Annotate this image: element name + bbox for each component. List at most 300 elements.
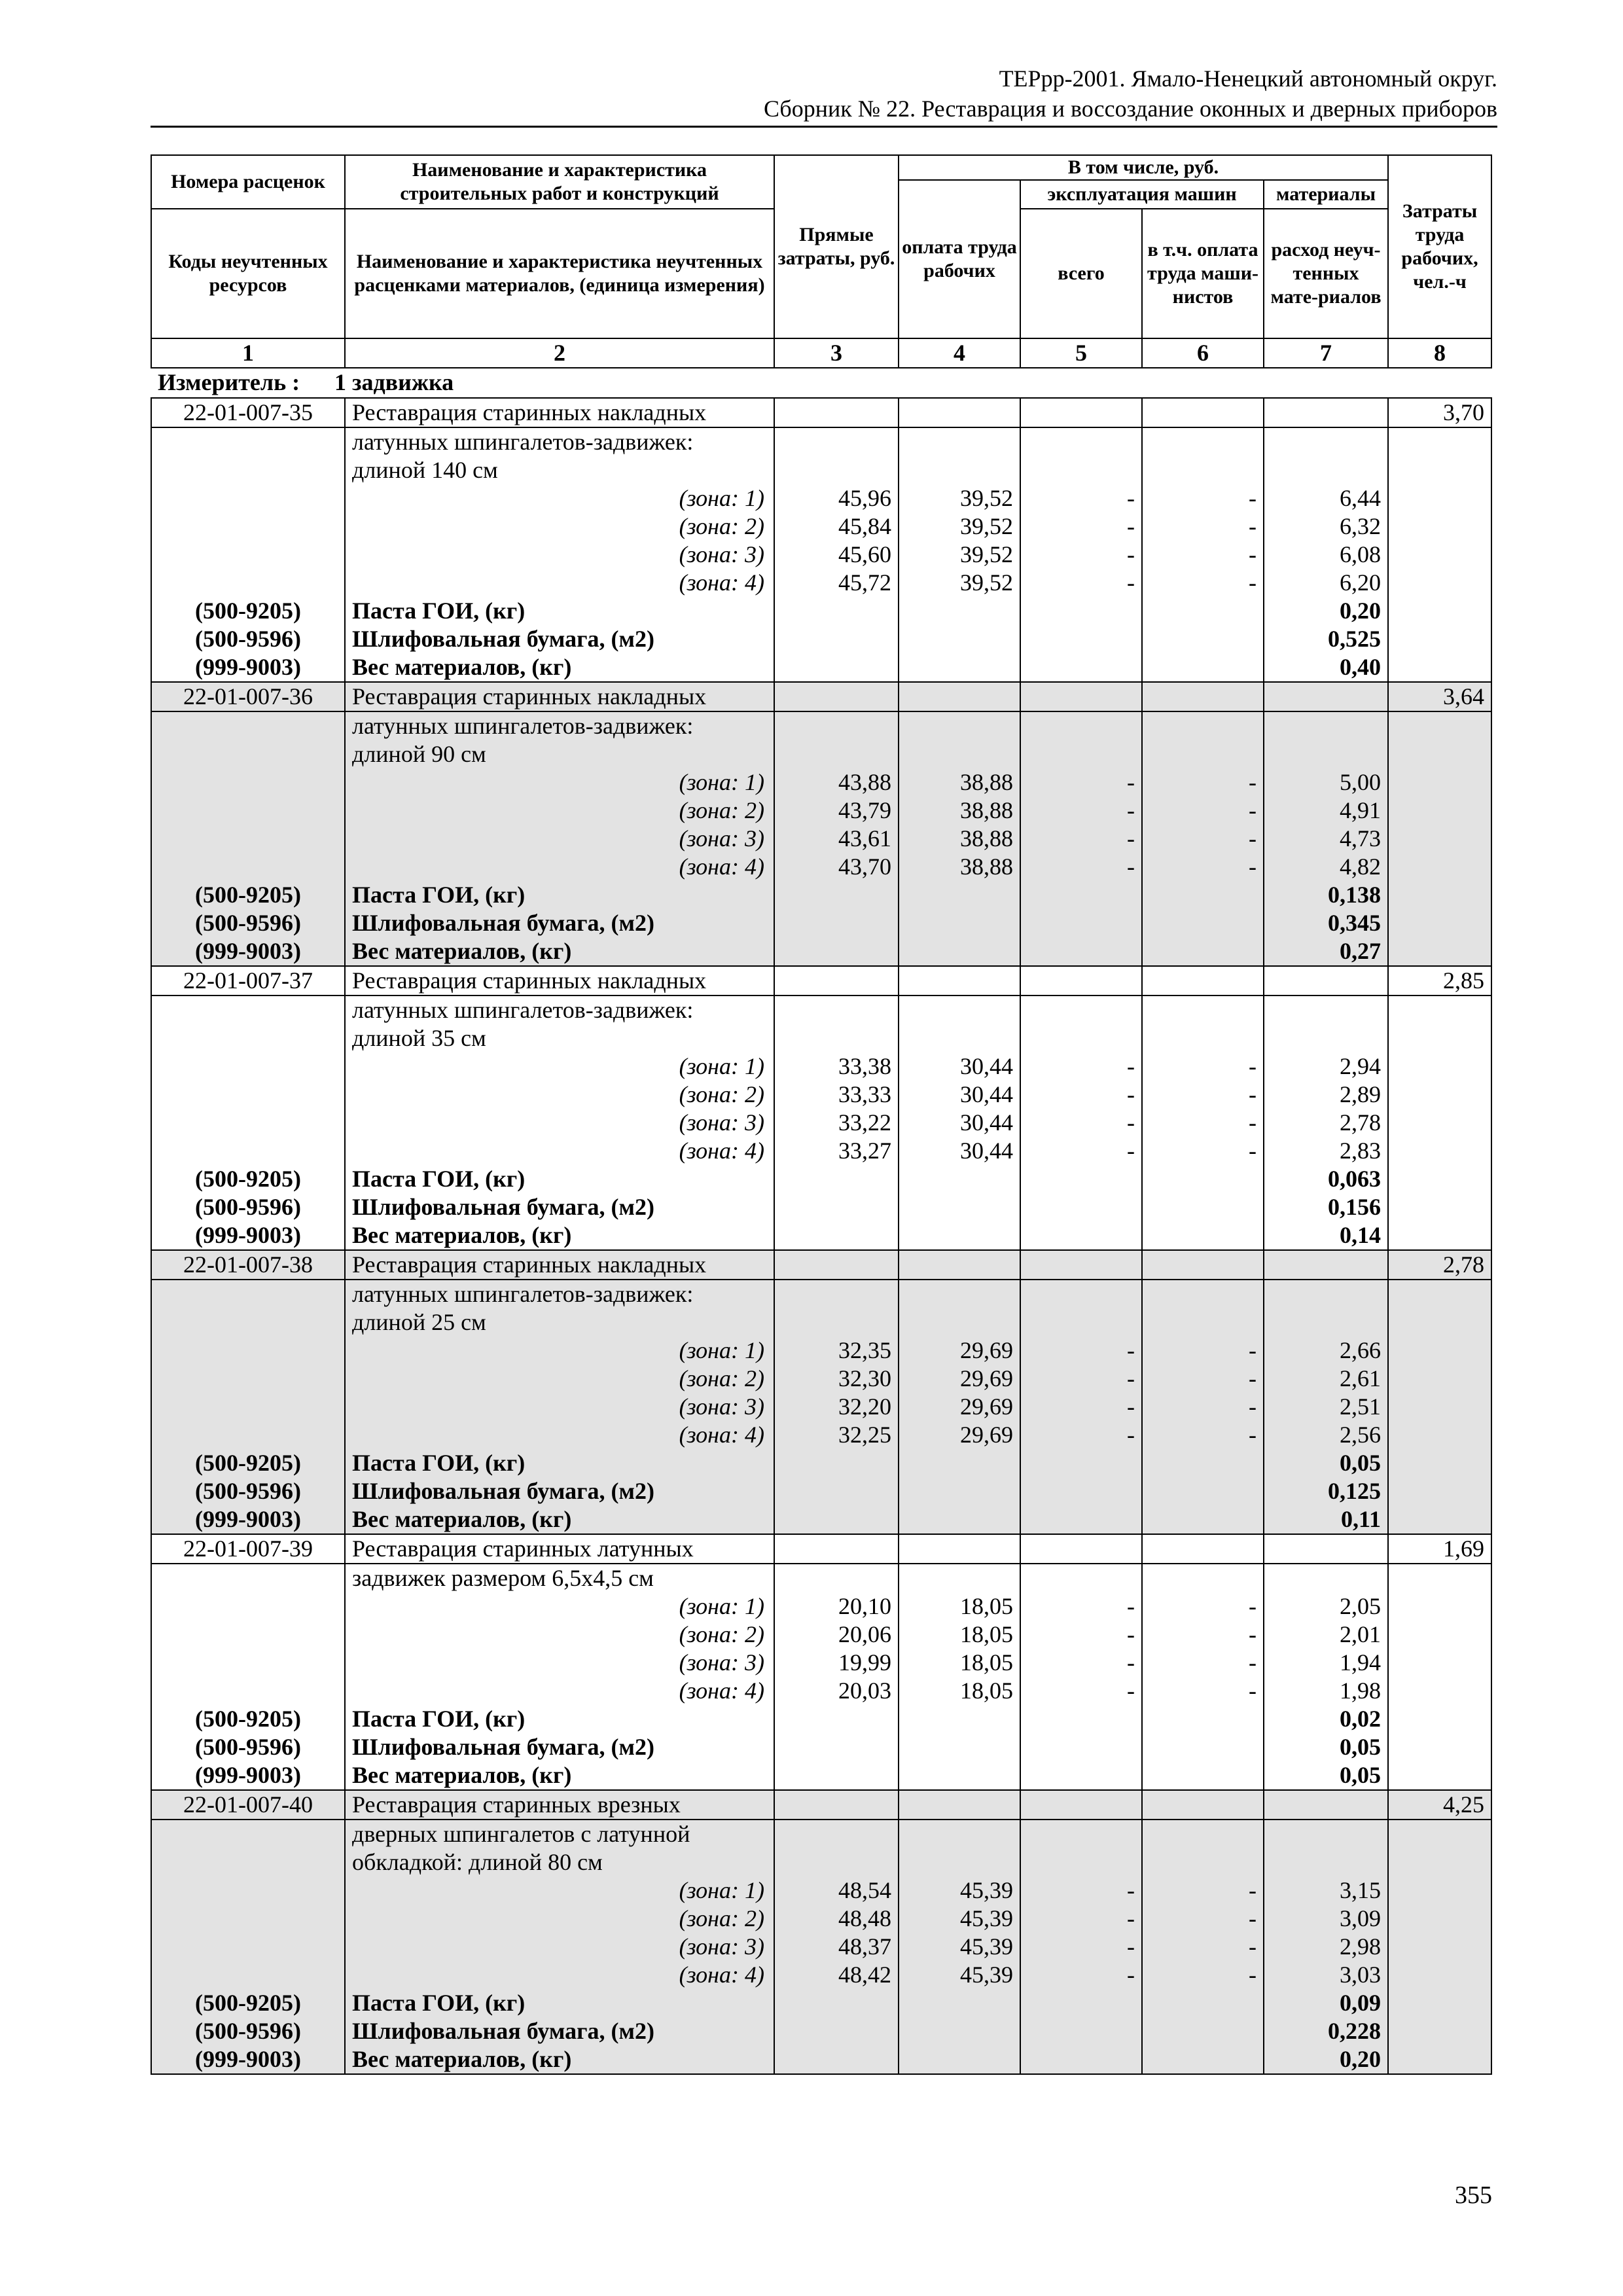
machine-total: - bbox=[1020, 1052, 1142, 1081]
table-cell bbox=[1142, 625, 1264, 653]
direct-cost: 33,33 bbox=[774, 1081, 899, 1109]
header-rule bbox=[151, 126, 1497, 128]
material-row bbox=[151, 1505, 1491, 1534]
table-cell bbox=[1388, 825, 1491, 853]
rate-description-row bbox=[151, 1250, 1491, 1280]
material-qty: 0,09 bbox=[1264, 1989, 1388, 2017]
table-cell bbox=[899, 740, 1020, 768]
machine-total: - bbox=[1020, 541, 1142, 569]
table-cell bbox=[1020, 2017, 1142, 2045]
measure-value: 1 задвижка bbox=[334, 369, 454, 395]
table-cell bbox=[1020, 456, 1142, 484]
table-cell bbox=[899, 597, 1020, 625]
col-number: 2 bbox=[345, 338, 774, 368]
table-cell bbox=[774, 1564, 899, 1592]
rate-description-row bbox=[151, 996, 1491, 1024]
table-cell bbox=[1142, 2045, 1264, 2074]
table-cell bbox=[151, 1677, 345, 1705]
table-cell bbox=[151, 768, 345, 797]
table-cell bbox=[774, 1193, 899, 1221]
machine-total: - bbox=[1020, 1677, 1142, 1705]
material-qty: 0,156 bbox=[1264, 1193, 1388, 1221]
table-cell bbox=[899, 1477, 1020, 1505]
resource-code: (500-9596) bbox=[151, 625, 345, 653]
worker-pay: 45,39 bbox=[899, 1905, 1020, 1933]
table-cell bbox=[899, 1790, 1020, 1820]
table-cell bbox=[151, 1137, 345, 1165]
rate-description: Реставрация старинных накладных bbox=[345, 966, 774, 996]
table-cell bbox=[1142, 1564, 1264, 1592]
zone-row bbox=[151, 1336, 1491, 1365]
table-cell bbox=[1388, 1477, 1491, 1505]
rate-code: 22-01-007-38 bbox=[151, 1250, 345, 1280]
material-row bbox=[151, 1165, 1491, 1193]
table-cell bbox=[1388, 1280, 1491, 1308]
table-cell bbox=[899, 1564, 1020, 1592]
worker-pay: 38,88 bbox=[899, 768, 1020, 797]
table-cell bbox=[1388, 1221, 1491, 1250]
table-cell bbox=[1388, 1024, 1491, 1052]
machine-total: - bbox=[1020, 825, 1142, 853]
machinist-pay: - bbox=[1142, 569, 1264, 597]
direct-cost: 45,96 bbox=[774, 484, 899, 512]
material-row bbox=[151, 1733, 1491, 1761]
col-including: В том числе, руб. bbox=[899, 155, 1388, 180]
table-cell bbox=[151, 1336, 345, 1365]
machine-total: - bbox=[1020, 569, 1142, 597]
machine-total: - bbox=[1020, 1961, 1142, 1989]
table-cell bbox=[151, 1280, 345, 1308]
material-name: Паста ГОИ, (кг) bbox=[345, 1449, 774, 1477]
rate-description: Реставрация старинных накладных bbox=[345, 1250, 774, 1280]
rate-description-row bbox=[151, 1790, 1491, 1820]
material-row bbox=[151, 2017, 1491, 2045]
material-row bbox=[151, 909, 1491, 937]
material-cost: 3,03 bbox=[1264, 1961, 1388, 1989]
material-name: Шлифовальная бумага, (м2) bbox=[345, 1733, 774, 1761]
table-cell bbox=[774, 881, 899, 909]
rate-description: латунных шпингалетов-задвижек: bbox=[345, 1280, 774, 1308]
table-cell bbox=[151, 1649, 345, 1677]
zone-label: (зона: 3) bbox=[345, 1933, 774, 1961]
table-cell bbox=[1020, 653, 1142, 682]
table-cell bbox=[774, 996, 899, 1024]
table-cell bbox=[1142, 937, 1264, 966]
resource-code: (500-9205) bbox=[151, 881, 345, 909]
table-cell bbox=[1142, 1505, 1264, 1534]
table-cell bbox=[151, 1421, 345, 1449]
table-cell bbox=[1142, 1848, 1264, 1876]
worker-pay: 29,69 bbox=[899, 1336, 1020, 1365]
worker-pay: 30,44 bbox=[899, 1052, 1020, 1081]
table-cell bbox=[899, 1761, 1020, 1790]
table-cell bbox=[151, 569, 345, 597]
table-cell bbox=[899, 881, 1020, 909]
table-cell bbox=[1388, 1421, 1491, 1449]
table-cell bbox=[151, 996, 345, 1024]
material-row bbox=[151, 625, 1491, 653]
table-cell bbox=[1142, 1477, 1264, 1505]
direct-cost: 32,25 bbox=[774, 1421, 899, 1449]
rate-description: Реставрация старинных латунных bbox=[345, 1534, 774, 1564]
material-cost: 4,82 bbox=[1264, 853, 1388, 881]
material-qty: 0,063 bbox=[1264, 1165, 1388, 1193]
table-cell bbox=[1020, 1193, 1142, 1221]
zone-row bbox=[151, 1393, 1491, 1421]
table-cell bbox=[1388, 1564, 1491, 1592]
material-cost: 2,94 bbox=[1264, 1052, 1388, 1081]
table-cell bbox=[1020, 1477, 1142, 1505]
table-cell bbox=[774, 1820, 899, 1848]
table-cell bbox=[899, 966, 1020, 996]
labor-cost: 2,85 bbox=[1388, 966, 1491, 996]
machinist-pay: - bbox=[1142, 1393, 1264, 1421]
table-cell bbox=[151, 797, 345, 825]
table-cell bbox=[1142, 1308, 1264, 1336]
table-cell bbox=[1142, 1250, 1264, 1280]
worker-pay: 38,88 bbox=[899, 825, 1020, 853]
table-cell bbox=[1388, 996, 1491, 1024]
table-cell bbox=[774, 398, 899, 427]
material-row bbox=[151, 1761, 1491, 1790]
zone-label: (зона: 2) bbox=[345, 1905, 774, 1933]
resource-code: (500-9596) bbox=[151, 1193, 345, 1221]
table-cell bbox=[899, 1705, 1020, 1733]
material-name: Паста ГОИ, (кг) bbox=[345, 881, 774, 909]
table-cell bbox=[774, 1761, 899, 1790]
table-cell bbox=[899, 1449, 1020, 1477]
rate-description: обкладкой: длиной 80 см bbox=[345, 1848, 774, 1876]
table-cell bbox=[774, 1250, 899, 1280]
material-cost: 2,61 bbox=[1264, 1365, 1388, 1393]
table-cell bbox=[1142, 398, 1264, 427]
material-qty: 0,27 bbox=[1264, 937, 1388, 966]
zone-row bbox=[151, 1137, 1491, 1165]
table-cell bbox=[1020, 427, 1142, 456]
table-cell bbox=[899, 1024, 1020, 1052]
machine-total: - bbox=[1020, 768, 1142, 797]
material-name: Вес материалов, (кг) bbox=[345, 1505, 774, 1534]
worker-pay: 45,39 bbox=[899, 1876, 1020, 1905]
document-header-line1: ТЕРрр-2001. Ямало-Ненецкий автономный округ. bbox=[999, 65, 1497, 92]
table-cell bbox=[151, 456, 345, 484]
rate-description-row bbox=[151, 966, 1491, 996]
machinist-pay: - bbox=[1142, 1109, 1264, 1137]
table-cell bbox=[1264, 966, 1388, 996]
table-cell bbox=[899, 711, 1020, 740]
table-cell bbox=[151, 1592, 345, 1621]
direct-cost: 43,70 bbox=[774, 853, 899, 881]
table-cell bbox=[899, 427, 1020, 456]
material-name: Паста ГОИ, (кг) bbox=[345, 1705, 774, 1733]
worker-pay: 18,05 bbox=[899, 1677, 1020, 1705]
zone-row bbox=[151, 541, 1491, 569]
col-material-usage: расход неуч-тенных мате-риалов bbox=[1264, 209, 1388, 338]
col-rate-numbers: Номера расценок bbox=[151, 155, 345, 209]
table-cell bbox=[151, 1024, 345, 1052]
table-cell bbox=[1388, 1592, 1491, 1621]
material-qty: 0,11 bbox=[1264, 1505, 1388, 1534]
table-cell bbox=[151, 740, 345, 768]
worker-pay: 30,44 bbox=[899, 1081, 1020, 1109]
table-cell bbox=[899, 1193, 1020, 1221]
table-cell bbox=[1142, 1820, 1264, 1848]
rate-description-row bbox=[151, 1308, 1491, 1336]
table-cell bbox=[1388, 427, 1491, 456]
worker-pay: 38,88 bbox=[899, 797, 1020, 825]
table-cell bbox=[899, 1820, 1020, 1848]
table-cell bbox=[899, 1280, 1020, 1308]
table-cell bbox=[1142, 1534, 1264, 1564]
worker-pay: 18,05 bbox=[899, 1621, 1020, 1649]
zone-label: (зона: 2) bbox=[345, 797, 774, 825]
table-cell bbox=[774, 1848, 899, 1876]
table-cell bbox=[1388, 1081, 1491, 1109]
table-cell bbox=[1142, 1221, 1264, 1250]
table-cell bbox=[899, 909, 1020, 937]
table-cell bbox=[1142, 909, 1264, 937]
table-cell bbox=[774, 1449, 899, 1477]
rate-code: 22-01-007-36 bbox=[151, 682, 345, 711]
machine-total: - bbox=[1020, 1109, 1142, 1137]
table-cell bbox=[1020, 1280, 1142, 1308]
resource-code: (999-9003) bbox=[151, 1761, 345, 1790]
table-cell bbox=[1264, 398, 1388, 427]
rate-description-row bbox=[151, 740, 1491, 768]
table-cell bbox=[1020, 711, 1142, 740]
material-cost: 4,91 bbox=[1264, 797, 1388, 825]
col-number: 3 bbox=[774, 338, 899, 368]
table-cell bbox=[1388, 569, 1491, 597]
material-name: Шлифовальная бумага, (м2) bbox=[345, 909, 774, 937]
direct-cost: 20,06 bbox=[774, 1621, 899, 1649]
table-cell bbox=[151, 427, 345, 456]
material-name: Шлифовальная бумага, (м2) bbox=[345, 1193, 774, 1221]
table-cell bbox=[1020, 1989, 1142, 2017]
table-cell bbox=[151, 1820, 345, 1848]
machinist-pay: - bbox=[1142, 853, 1264, 881]
col-material-name: Наименование и характеристика неучтенных расценками материалов, (единица измерения) bbox=[345, 209, 774, 338]
material-name: Паста ГОИ, (кг) bbox=[345, 1165, 774, 1193]
col-worker-pay: оплата труда рабочих bbox=[899, 180, 1020, 338]
resource-code: (999-9003) bbox=[151, 1221, 345, 1250]
worker-pay: 39,52 bbox=[899, 484, 1020, 512]
col-number: 4 bbox=[899, 338, 1020, 368]
col-direct-costs: Прямые затраты, руб. bbox=[774, 155, 899, 338]
table-cell bbox=[1020, 1165, 1142, 1193]
material-row bbox=[151, 1705, 1491, 1733]
machinist-pay: - bbox=[1142, 1081, 1264, 1109]
zone-label: (зона: 2) bbox=[345, 512, 774, 541]
worker-pay: 39,52 bbox=[899, 512, 1020, 541]
material-cost: 3,09 bbox=[1264, 1905, 1388, 1933]
material-qty: 0,05 bbox=[1264, 1733, 1388, 1761]
machinist-pay: - bbox=[1142, 797, 1264, 825]
col-resource-codes: Коды неучтенных ресурсов bbox=[151, 209, 345, 338]
table-cell bbox=[1388, 1733, 1491, 1761]
machine-total: - bbox=[1020, 1081, 1142, 1109]
table-cell bbox=[1388, 853, 1491, 881]
table-cell bbox=[1142, 1280, 1264, 1308]
table-cell bbox=[151, 1848, 345, 1876]
table-cell bbox=[1388, 1848, 1491, 1876]
col-number: 5 bbox=[1020, 338, 1142, 368]
table-header bbox=[151, 155, 1491, 398]
table-cell bbox=[1388, 740, 1491, 768]
machinist-pay: - bbox=[1142, 1137, 1264, 1165]
table-cell bbox=[899, 996, 1020, 1024]
table-cell bbox=[1264, 456, 1388, 484]
zone-label: (зона: 4) bbox=[345, 1961, 774, 1989]
table-cell bbox=[1020, 1820, 1142, 1848]
table-cell bbox=[774, 740, 899, 768]
table-cell bbox=[899, 1733, 1020, 1761]
table-cell bbox=[151, 1961, 345, 1989]
material-name: Паста ГОИ, (кг) bbox=[345, 1989, 774, 2017]
table-cell bbox=[774, 1024, 899, 1052]
table-cell bbox=[1142, 597, 1264, 625]
machine-total: - bbox=[1020, 797, 1142, 825]
col-number: 1 bbox=[151, 338, 345, 368]
table-cell bbox=[1388, 1820, 1491, 1848]
zone-row bbox=[151, 797, 1491, 825]
table-cell bbox=[774, 1705, 899, 1733]
material-row bbox=[151, 1193, 1491, 1221]
direct-cost: 33,22 bbox=[774, 1109, 899, 1137]
material-qty: 0,02 bbox=[1264, 1705, 1388, 1733]
direct-cost: 33,38 bbox=[774, 1052, 899, 1081]
table-cell bbox=[899, 398, 1020, 427]
rate-description: длиной 35 см bbox=[345, 1024, 774, 1052]
table-cell bbox=[1388, 711, 1491, 740]
table-cell bbox=[1388, 881, 1491, 909]
material-qty: 0,125 bbox=[1264, 1477, 1388, 1505]
table-cell bbox=[774, 1534, 899, 1564]
col-machine-operation: эксплуатация машин bbox=[1020, 180, 1264, 209]
material-row bbox=[151, 881, 1491, 909]
material-cost: 2,66 bbox=[1264, 1336, 1388, 1365]
zone-row bbox=[151, 1961, 1491, 1989]
material-row bbox=[151, 1221, 1491, 1250]
resource-code: (500-9596) bbox=[151, 1733, 345, 1761]
table-cell bbox=[1264, 1564, 1388, 1592]
zone-row bbox=[151, 1592, 1491, 1621]
zone-label: (зона: 1) bbox=[345, 484, 774, 512]
resource-code: (999-9003) bbox=[151, 2045, 345, 2074]
rate-description-row bbox=[151, 682, 1491, 711]
col-materials: материалы bbox=[1264, 180, 1388, 209]
zone-label: (зона: 4) bbox=[345, 569, 774, 597]
direct-cost: 32,30 bbox=[774, 1365, 899, 1393]
table-cell bbox=[1388, 484, 1491, 512]
worker-pay: 39,52 bbox=[899, 569, 1020, 597]
zone-label: (зона: 1) bbox=[345, 768, 774, 797]
table-cell bbox=[1020, 1308, 1142, 1336]
table-cell bbox=[1020, 740, 1142, 768]
table-cell bbox=[1388, 1621, 1491, 1649]
table-cell bbox=[1388, 1961, 1491, 1989]
table-cell bbox=[1264, 1280, 1388, 1308]
direct-cost: 43,79 bbox=[774, 797, 899, 825]
direct-cost: 45,84 bbox=[774, 512, 899, 541]
material-row bbox=[151, 937, 1491, 966]
material-name: Паста ГОИ, (кг) bbox=[345, 597, 774, 625]
table-cell bbox=[774, 2045, 899, 2074]
table-cell bbox=[774, 711, 899, 740]
table-cell bbox=[1020, 966, 1142, 996]
table-cell bbox=[1388, 1905, 1491, 1933]
direct-cost: 32,35 bbox=[774, 1336, 899, 1365]
machine-total: - bbox=[1020, 1393, 1142, 1421]
table-cell bbox=[1020, 937, 1142, 966]
zone-label: (зона: 4) bbox=[345, 853, 774, 881]
table-cell bbox=[1142, 427, 1264, 456]
table-cell bbox=[774, 1308, 899, 1336]
material-qty: 0,525 bbox=[1264, 625, 1388, 653]
machinist-pay: - bbox=[1142, 825, 1264, 853]
material-qty: 0,20 bbox=[1264, 2045, 1388, 2074]
rate-description-row bbox=[151, 711, 1491, 740]
material-name: Вес материалов, (кг) bbox=[345, 1221, 774, 1250]
table-cell bbox=[774, 1221, 899, 1250]
zone-label: (зона: 2) bbox=[345, 1621, 774, 1649]
rate-description-row bbox=[151, 427, 1491, 456]
table-cell bbox=[774, 1989, 899, 2017]
table-cell bbox=[1020, 1790, 1142, 1820]
col-number: 8 bbox=[1388, 338, 1491, 368]
table-cell bbox=[1264, 682, 1388, 711]
material-cost: 1,94 bbox=[1264, 1649, 1388, 1677]
worker-pay: 30,44 bbox=[899, 1137, 1020, 1165]
material-cost: 2,51 bbox=[1264, 1393, 1388, 1421]
rate-description: латунных шпингалетов-задвижек: bbox=[345, 996, 774, 1024]
table-cell bbox=[1020, 625, 1142, 653]
table-cell bbox=[1388, 1677, 1491, 1705]
table-cell bbox=[899, 1165, 1020, 1193]
rate-description-row bbox=[151, 1280, 1491, 1308]
resource-code: (999-9003) bbox=[151, 653, 345, 682]
rate-description: дверных шпингалетов с латунной bbox=[345, 1820, 774, 1848]
table-cell bbox=[1264, 1790, 1388, 1820]
zone-row bbox=[151, 825, 1491, 853]
rate-description: Реставрация старинных накладных bbox=[345, 398, 774, 427]
rate-description-row bbox=[151, 1848, 1491, 1876]
table-cell bbox=[1020, 1505, 1142, 1534]
table-cell bbox=[1388, 1449, 1491, 1477]
table-cell bbox=[1142, 1024, 1264, 1052]
table-cell bbox=[1388, 1989, 1491, 2017]
table-cell bbox=[1388, 2045, 1491, 2074]
resource-code: (500-9205) bbox=[151, 1989, 345, 2017]
table-cell bbox=[1388, 456, 1491, 484]
page-number: 355 bbox=[1455, 2181, 1492, 2209]
rate-code: 22-01-007-37 bbox=[151, 966, 345, 996]
table-cell bbox=[151, 1564, 345, 1592]
material-qty: 0,05 bbox=[1264, 1761, 1388, 1790]
table-cell bbox=[151, 853, 345, 881]
zone-label: (зона: 4) bbox=[345, 1421, 774, 1449]
rates-table bbox=[151, 154, 1492, 2075]
table-cell bbox=[1142, 1193, 1264, 1221]
column-number-row bbox=[151, 338, 1491, 368]
table-cell bbox=[1388, 1109, 1491, 1137]
col-number: 7 bbox=[1264, 338, 1388, 368]
table-cell bbox=[1388, 1933, 1491, 1961]
table-cell bbox=[151, 541, 345, 569]
table-cell bbox=[774, 653, 899, 682]
rate-description: длиной 140 см bbox=[345, 456, 774, 484]
table-cell bbox=[151, 1052, 345, 1081]
